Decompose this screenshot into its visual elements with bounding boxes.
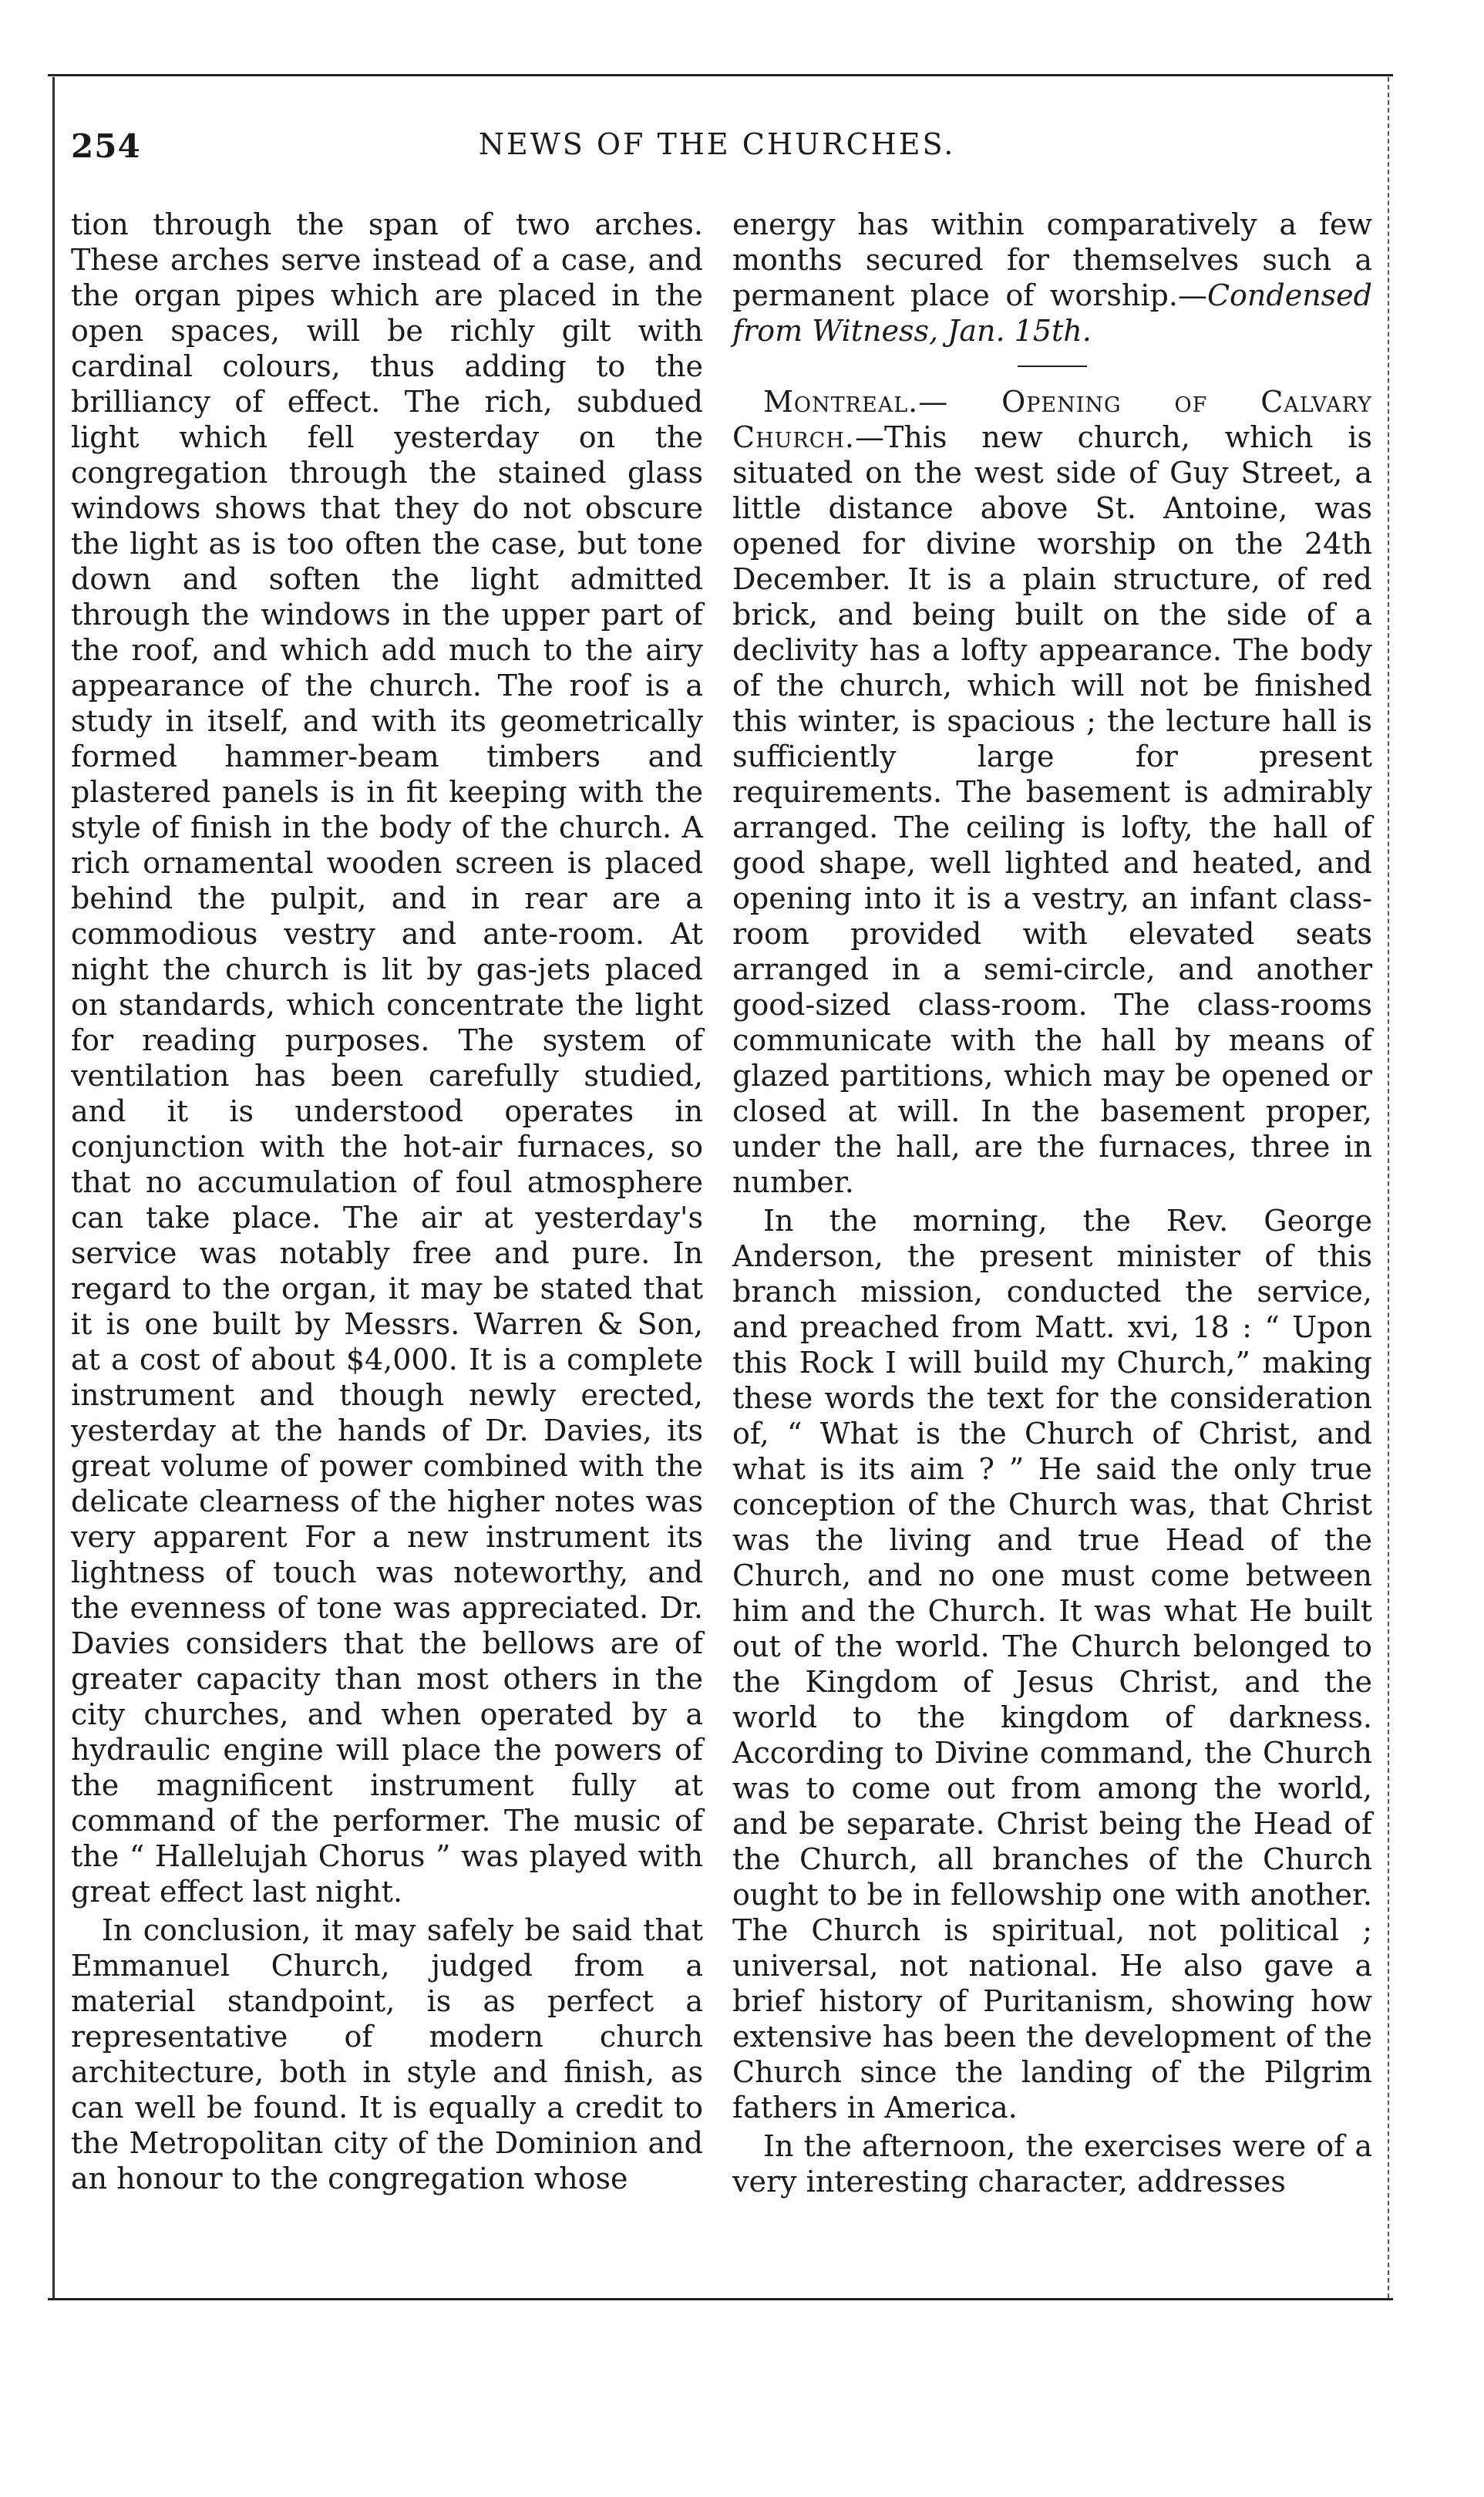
left-border (52, 77, 55, 2298)
right-border (1388, 77, 1389, 2298)
running-head: NEWS OF THE CHURCHES. (478, 127, 956, 161)
left-paragraph-1: tion through the span of two arches. These arches serve instead of a case, and the organ pipes which are placed in the open spaces, will be richly gilt with cardinal colours, thus adding to the brilliancy of effect. The rich, subdued light which fell yesterday on the congregation through the stained glass windows shows that they do not obscure the light as is too often the case, but tone down and soften the light admitted through the windows in the upper part of the roof, and which add much to the airy appearance of the church. The roof is a study in itself, and with its geometrically formed hammer-beam timbers and plastered panels is in fit keeping with the style of finish in the body of the church. A rich ornamental wooden screen is placed behind the pulpit, and in rear are a commodious vestry and ante-room. At night the church is lit by gas-jets placed on standards, which concentrate the light for reading purposes. The system of ventilation has been carefully studied, and it is understood operates in conjunction with the hot-air furnaces, so that no accumulation of foul atmosphere can take place. The air at yesterday's service was notably free and pure. In regard to the organ, it may be stated that it is one built by Messrs. Warren & Son, at a cost of about $4,000. It is a complete instrument and though newly erected, yesterday at the hands of Dr. Davies, its great volume of power combined with the delicate clearness of the higher notes was very apparent For a new instrument its lightness of touch was noteworthy, and the evenness of tone was appreciated. Dr. Davies considers that the bellows are of greater capacity than most others in the city churches, and when operated by a hydraulic engine will place the powers of the magnificent instrument fully at command of the performer. The music of the “ Hallelujah Chorus ” was played with great effect last night. (71, 207, 703, 1909)
right-paragraph-1 (732, 207, 1372, 349)
bottom-rule (48, 2298, 1393, 2300)
section-heading: Montreal.— Opening of Calvary Church. (732, 385, 1372, 454)
right-paragraph-1-text: energy has within comparatively a few months secured for themselves such a permanent place of worship.— (732, 207, 1372, 312)
source-citation: Condensed from Witness, Jan. 15th. (732, 278, 1372, 348)
right-paragraph-2-text: —This new church, which is situated on the west side of Guy Street, a little distance above St. Antoine, was opened for divine worship on the 24th December. It is a plain structure, of red brick, and being built on the side of a declivity has a lofty appearance. The body of the church, which will not be finished this winter, is spacious ; the lecture hall is sufficiently large for present requirements. The basement is admirably arranged. The ceiling is lofty, the hall of good shape, well lighted and heated, and opening into it is a vestry, an infant class-room provided with elevated seats arranged in a semi-circle, and another good-sized class-room. The class-rooms communicate with the hall by means of glazed partitions, which may be opened or closed at will. In the basement proper, under the hall, are the furnaces, three in number. (732, 420, 1372, 1199)
left-column (71, 207, 703, 2196)
page-number: 254 (71, 127, 141, 165)
top-rule (48, 74, 1393, 76)
left-paragraph-2: In conclusion, it may safely be said that Emmanuel Church, judged from a material standpoint, is as perfect a representative of modern church architecture, both in style and finish, as can well be found. It is equally a credit to the Metropolitan city of the Dominion and an honour to the congregation whose (71, 1913, 703, 2195)
right-paragraph-2 (732, 384, 1372, 1200)
section-separator (1018, 366, 1087, 367)
right-column (732, 207, 1372, 2199)
right-paragraph-4: In the afternoon, the exercises were of a very interesting character, addresses (732, 2129, 1372, 2199)
right-paragraph-3: In the morning, the Rev. George Anderson, the present minister of this branch mission, conducted the service, and preached from Matt. xvi, 18 : “ Upon this Rock I will build my Church,” making these words the text for the consideration of, “ What is the Church of Christ, and what is its aim ? ” He said the only true conception of the Church was, that Christ was the living and true Head of the Church, and no one must come between him and the Church. It was what He built out of the world. The Church belonged to the Kingdom of Jesus Christ, and the world to the kingdom of darkness. According to Divine command, the Church was to come out from among the world, and be separate. Christ being the Head of the Church, all branches of the Church ought to be in fellowship one with another. The Church is spiritual, not political ; universal, not national. He also gave a brief history of Puritanism, showing how extensive has been the development of the Church since the landing of the Pilgrim fathers in America. (732, 1204, 1372, 2125)
